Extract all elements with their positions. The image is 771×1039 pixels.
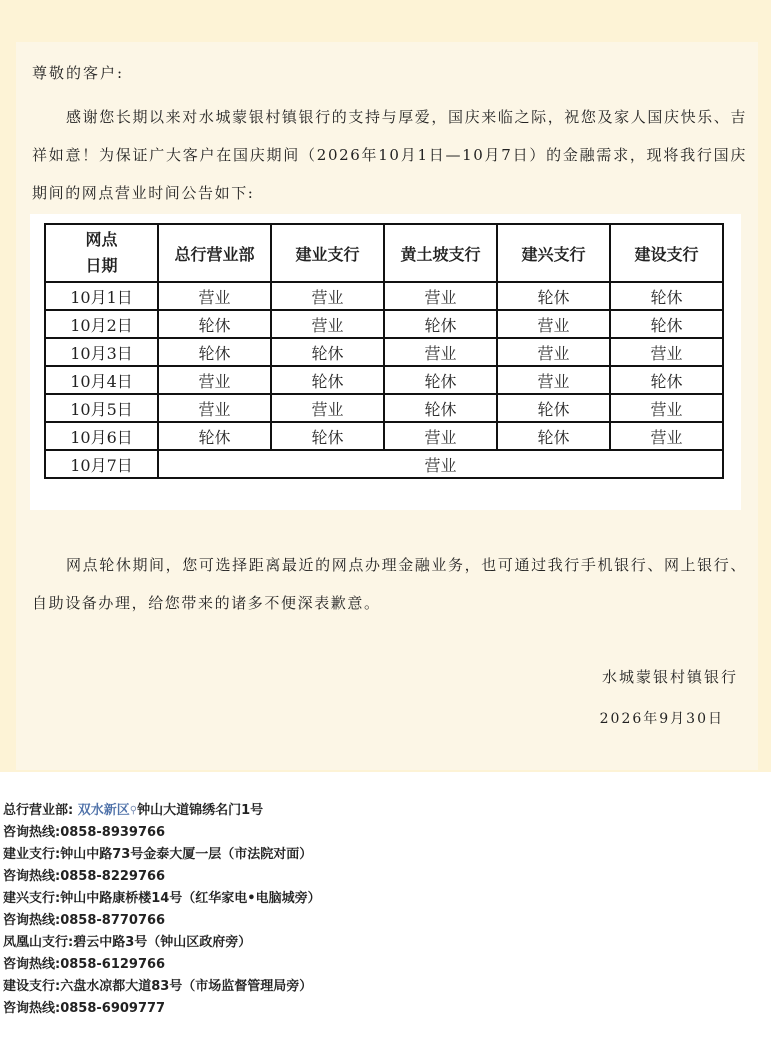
phone-label: 咨询热线: [3, 913, 61, 928]
status-cell: 轮休 [497, 282, 610, 310]
status-cell: 轮休 [158, 422, 271, 450]
jianshe-address: 六盘水凉都大道83号（市场监督管理局旁） [60, 979, 313, 994]
fenghuangshan-address: 碧云中路3号（钟山区政府旁） [73, 935, 252, 950]
status-cell: 营业 [610, 394, 723, 422]
hq-address-line [3, 800, 763, 822]
phone-label: 咨询热线: [3, 957, 61, 972]
hq-district-link[interactable]: 双水新区 [77, 803, 130, 818]
jianxing-label: 建兴支行: [3, 891, 61, 906]
status-cell: 营业 [271, 394, 384, 422]
jianshe-address-line [3, 976, 763, 998]
branch-contact-list [3, 800, 763, 1020]
notice-date: 2026年9月30日 [599, 711, 724, 727]
phone-label: 咨询热线: [3, 825, 61, 840]
jianxing-phone: 0858-8770766 [60, 913, 166, 928]
corner-date-label: 日期 [85, 256, 118, 275]
status-cell: 轮休 [610, 366, 723, 394]
hq-label: 总行营业部: [3, 803, 74, 818]
status-cell: 营业 [497, 310, 610, 338]
greeting: 尊敬的客户: [32, 64, 125, 82]
status-cell: 营业 [158, 366, 271, 394]
status-cell: 轮休 [271, 422, 384, 450]
table-row [45, 366, 723, 394]
hq-phone-line [3, 822, 763, 844]
fenghuangshan-label: 凤凰山支行: [3, 935, 74, 950]
status-cell: 轮休 [158, 338, 271, 366]
status-cell: 营业 [384, 282, 497, 310]
jianye-phone-line [3, 866, 763, 888]
jianxing-phone-line [3, 910, 763, 932]
table-row [45, 450, 723, 478]
fenghuangshan-phone: 0858-6129766 [60, 957, 166, 972]
bank-signature: 水城蒙银村镇银行 [601, 668, 738, 686]
hq-address: 钟山大道锦绣名门1号 [137, 803, 264, 818]
status-cell: 轮休 [158, 310, 271, 338]
jianxing-address: 钟山中路康桥楼14号（红华家电•电脑城旁） [60, 891, 321, 906]
jianxing-address-line [3, 888, 763, 910]
status-cell: 营业 [610, 338, 723, 366]
status-cell: 轮休 [271, 366, 384, 394]
search-icon[interactable]: ⚲ [129, 805, 138, 816]
notice-paragraph-closing [32, 546, 747, 622]
phone-label: 咨询热线: [3, 1001, 61, 1016]
jianye-label: 建业支行: [3, 847, 61, 862]
notice-paragraph-intro [32, 98, 747, 212]
table-row [45, 422, 723, 450]
status-cell: 轮休 [497, 422, 610, 450]
status-cell: 营业 [497, 338, 610, 366]
jianye-phone: 0858-8229766 [60, 869, 166, 884]
status-cell: 营业 [497, 366, 610, 394]
table-row [45, 310, 723, 338]
fenghuangshan-phone-line [3, 954, 763, 976]
row-date: 10月1日 [45, 282, 158, 310]
notice-card [16, 42, 758, 770]
row-date: 10月6日 [45, 422, 158, 450]
merged-status-cell: 营业 [158, 450, 723, 478]
hq-phone: 0858-8939766 [60, 825, 166, 840]
row-date: 10月2日 [45, 310, 158, 338]
row-date: 10月7日 [45, 450, 158, 478]
status-cell: 轮休 [384, 366, 497, 394]
branch-header: 建兴支行 [497, 224, 610, 282]
branch-header: 建业支行 [271, 224, 384, 282]
row-date: 10月4日 [45, 366, 158, 394]
status-cell: 轮休 [384, 310, 497, 338]
status-cell: 营业 [384, 338, 497, 366]
table-row [45, 282, 723, 310]
schedule-body [45, 282, 723, 478]
corner-branch-label: 网点 [85, 230, 118, 249]
closing-text: 网点轮休期间，您可选择距离最近的网点办理金融业务，也可通过我行手机银行、网上银行、自助设备办理，给您带来的诸多不便深表歉意。 [32, 556, 747, 612]
intro-text: 感谢您长期以来对水城蒙银村镇银行的支持与厚爱，国庆来临之际，祝您及家人国庆快乐、吉祥如意！为保证广大客户在国庆期间（2026年10月1日—10月7日）的金融需求，现将我行国庆期间的网点营业时间公告如下: [32, 108, 747, 202]
fenghuangshan-address-line [3, 932, 763, 954]
corner-header [45, 224, 158, 282]
status-cell: 营业 [271, 310, 384, 338]
status-cell: 营业 [158, 394, 271, 422]
status-cell: 轮休 [497, 394, 610, 422]
schedule-table-container [30, 214, 741, 510]
schedule-table [44, 223, 724, 479]
status-cell: 营业 [271, 282, 384, 310]
status-cell: 营业 [610, 422, 723, 450]
branch-header: 黄土坡支行 [384, 224, 497, 282]
status-cell: 轮休 [610, 310, 723, 338]
status-cell: 轮休 [384, 394, 497, 422]
table-row [45, 394, 723, 422]
jianshe-label: 建设支行: [3, 979, 61, 994]
branch-header: 建设支行 [610, 224, 723, 282]
status-cell: 轮休 [610, 282, 723, 310]
phone-label: 咨询热线: [3, 869, 61, 884]
row-date: 10月5日 [45, 394, 158, 422]
jianshe-phone: 0858-6909777 [60, 1001, 166, 1016]
jianye-address: 钟山中路73号金泰大厦一层（市法院对面） [60, 847, 313, 862]
branch-header: 总行营业部 [158, 224, 271, 282]
status-cell: 营业 [384, 422, 497, 450]
jianye-address-line [3, 844, 763, 866]
table-header-row [45, 224, 723, 282]
status-cell: 营业 [158, 282, 271, 310]
jianshe-phone-line [3, 998, 763, 1020]
row-date: 10月3日 [45, 338, 158, 366]
status-cell: 轮休 [271, 338, 384, 366]
table-row [45, 338, 723, 366]
